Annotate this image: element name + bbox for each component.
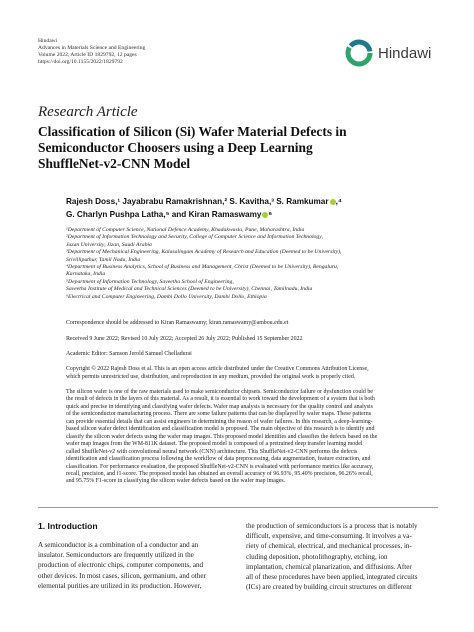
abstract-line: recall, precision, and f1-score. The proposed model has obtained an overall accuracy of 96.93%, 95.40% precision, 96.26% recall, xyxy=(66,470,373,477)
volume-line: Volume 2022, Article ID 1829792, 12 pages xyxy=(38,52,137,59)
section-heading: 1. Introduction xyxy=(38,521,98,531)
body-line: insulator. Semiconductors are frequently utilized in the xyxy=(38,551,194,560)
body-line: difficult, expensive, and time-consuming. It involves a va- xyxy=(246,532,412,541)
affiliation-line: ¹Department of Computer Science, National Defence Academy, Khadakwasla, Pune, Maharashtra, India xyxy=(66,227,305,233)
abstract-line: identification and classification process following the workflow of data preprocessing, data augmentation, feature extraction, and xyxy=(66,456,371,463)
affiliation-line: Saveetha Institute of Medical and Technical Sciences (Deemed to be University), Chennai, Tamilnadu, India xyxy=(66,286,313,293)
abstract-line: classification. For performance evaluation, the proposed ShuffleNet-v2-CNN is evaluated with performance metrics like accuracy, xyxy=(66,463,374,470)
section-divider xyxy=(38,507,438,508)
copyright-notice xyxy=(66,366,438,381)
affiliation-line: Srivilliputhur, Tamil Nadu, India xyxy=(66,256,141,263)
body-line: other devices. In most cases, silicon, germanium, and other xyxy=(38,571,206,580)
affiliations xyxy=(66,227,438,301)
body-line: cluding deposition, photolithography, etching, ion xyxy=(246,552,388,561)
affiliation-line: ⁵Department of Information Technology, Saveetha School of Engineering, xyxy=(66,278,234,285)
abstract-line: based silicon wafer defect identification and classification model is proposed. The main objective of this research is to identify and xyxy=(66,426,375,433)
publisher-name: Hindawi xyxy=(38,38,58,44)
hindawi-logo-text: Hindawi xyxy=(378,44,432,62)
body-line: (ICs) are created by building circuit structures on different xyxy=(246,583,412,592)
hindawi-logo-icon xyxy=(344,38,374,68)
body-column-left xyxy=(38,540,230,591)
copyright-line: which permits unrestricted use, distribution, and reproduction in any medium, provided the original work is properly cited. xyxy=(66,373,356,380)
journal-name: Advances in Materials Science and Engineering xyxy=(38,45,146,52)
author-line xyxy=(66,208,446,221)
affiliation-line: ³Department of Mechanical Engineering, Kalasalingam Academy of Research and Education (Deemed to be University), xyxy=(66,249,342,256)
body-line: implantation, chemical planarization, and diffusions. After xyxy=(246,562,412,571)
body-line: all of these procedures have been applied, integrated circuits xyxy=(246,573,418,582)
abstract-line: classify the silicon wafer defects using the wafer map images. This proposed model identifies and classifies the defects based on the xyxy=(66,433,378,440)
abstract xyxy=(66,389,438,486)
journal-metadata xyxy=(38,38,145,66)
paper-title xyxy=(38,124,438,172)
correspondence: Correspondence should be addressed to Kiran Ramaswamy; kiran.ramaswamy@ambou.edu.et xyxy=(66,320,289,326)
author-suffix: ⁶ xyxy=(268,210,273,219)
author-names: G. Charlyn Pushpa Latha,⁵ and Kiran Ramaswamy xyxy=(66,210,262,219)
affiliation-line: ²Department of Information Technology and Security, College of Computer Science and Information Technology, xyxy=(66,234,323,241)
body-line: the production of semiconductors is a process that is notably xyxy=(246,522,418,530)
publication-dates: Received 9 June 2022; Revised 10 July 2022; Accepted 26 July 2022; Published 15 September 2022 xyxy=(66,336,303,342)
title-line: Semiconductor Choosers using a Deep Learning xyxy=(38,140,313,155)
academic-editor: Academic Editor: Samson Jerold Samuel Chelladurai xyxy=(66,351,192,357)
abstract-line: the result of defects in the layers of this material. As a result, it is essential to work toward the development of a system that is both xyxy=(66,396,375,403)
abstract-line: of the semiconductor manufacturing process. There are some failure patterns that can be displayed by wafer maps. These patterns xyxy=(66,411,372,418)
body-column-right xyxy=(246,521,438,592)
title-line: Classification of Silicon (Si) Wafer Material Defects in xyxy=(38,124,347,139)
copyright-line: Copyright © 2022 Rajesh Doss et al. This is an open access article distributed under the Creative Commons Attribution License, xyxy=(66,366,369,372)
abstract-line: quick and precise in identifying and classifying wafer defects. Wafer map analysis is necessary for the quality control and analysis xyxy=(66,403,373,410)
body-line: elemental purities are utilized in its production. However, xyxy=(38,581,202,590)
affiliation-line: Karnataka, India xyxy=(66,271,106,278)
body-line: riety of chemical, electrical, and mechanical processes, in- xyxy=(246,542,412,551)
abstract-line: and 95.75% F1-score in classifying the silicon wafer defects based on the wafer map images. xyxy=(66,478,286,485)
affiliation-line: ⁶Electrical and Computer Engineering, Dambi Dollo University, Dambi Dollo, Ethiopia xyxy=(66,293,267,300)
body-line: A semiconductor is a combination of a conductor and an xyxy=(38,541,199,549)
author-suffix: ,⁴ xyxy=(335,197,342,206)
body-line: production of electronic chips, computer components, and xyxy=(38,561,204,570)
abstract-line: wafer map images from the WM-811K dataset. The proposed model is composed of a pretrained deep transfer learning model xyxy=(66,441,363,448)
title-line: ShuffleNet-v2-CNN Model xyxy=(38,156,191,171)
abstract-line: The silicon wafer is one of the raw materials used to make semiconductor chipsets. Semiconductor failure or dysfunction could be xyxy=(66,389,373,395)
hindawi-logo[interactable] xyxy=(344,38,431,68)
doi-link[interactable]: https://doi.org/10.1155/2022/1829792 xyxy=(38,59,123,66)
author-line xyxy=(66,195,446,208)
affiliation-line: Jazan University, Jizan, Saudi Arabia xyxy=(66,241,152,248)
affiliation-line: ⁴Department of Business Analytics, School of Business and Management, Christ (Deemed to be University), Bengaluru, xyxy=(66,264,339,271)
author-list xyxy=(66,195,446,221)
abstract-line: can provide essential details that can assist engineers in determining the reason of wafer failures. In this research, a deep-learning- xyxy=(66,418,373,425)
abstract-line: called ShuffleNet-v2 with convolutional neural network (CNN) architecture. This ShuffleNet-v2-CNN performs the defects xyxy=(66,448,358,455)
author-names: Rajesh Doss,¹ Jayabrabu Ramakrishnan,² S. Kavitha,³ S. Ramkumar xyxy=(66,197,329,206)
article-type: Research Article xyxy=(38,104,138,120)
